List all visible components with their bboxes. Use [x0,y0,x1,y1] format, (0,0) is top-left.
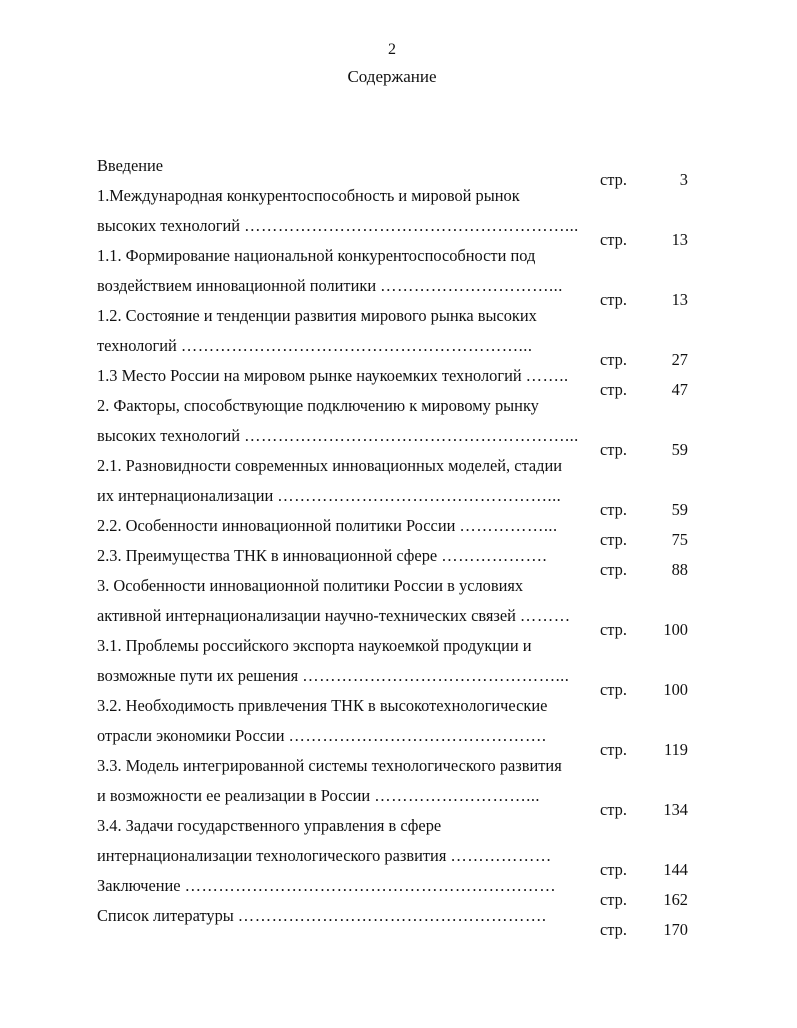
page-value: 162 [663,890,688,909]
toc-entry-conclusion [97,871,697,909]
page-value: 100 [663,620,688,639]
page-value: 59 [671,500,688,519]
toc-entry-3-3 [97,751,697,819]
page-value: 170 [663,920,688,939]
toc-entry-text: 2. Факторы, способствующие подключению к мировому рынку [97,396,539,415]
page-number: 2 [388,41,396,58]
toc-entry-3 [97,571,697,639]
toc-entry-text: 2.1. Разновидности современных инновационных моделей, стадии [97,456,563,475]
toc-entry-1-1 [97,241,697,309]
page-label: стр. [600,440,627,459]
toc-entry-2 [97,391,697,459]
toc-page-ref [600,915,688,945]
page-label: стр. [600,170,627,189]
page-label: стр. [600,740,627,759]
toc-entry-text: и возможности ее реализации в России [97,786,371,805]
page-value: 144 [663,860,688,879]
toc-entry-2-1 [97,451,697,519]
toc-entry-bibliography [97,901,697,939]
toc-entry-text: 3.2. Необходимость привлечения ТНК в высокотехнологические [97,696,548,715]
toc-entry-1 [97,181,697,249]
toc-entry-3-1 [97,631,697,699]
dot-leader: …………………………………………... [277,486,562,505]
toc-entry-2-3 [97,541,697,579]
toc-entry-text: Заключение [97,876,181,895]
dot-leader: …………………………... [380,276,563,295]
page-value: 134 [663,800,688,819]
page-label: стр. [600,860,627,879]
toc-entry-text: технологий [97,336,177,355]
toc-entry-text: высоких технологий [97,426,241,445]
page-label: стр. [600,620,627,639]
toc-entry-text: воздействием инновационной политики [97,276,377,295]
toc-entry-1-2 [97,301,697,369]
page-label: стр. [600,680,627,699]
toc-entry-text: возможные пути их решения [97,666,299,685]
page-label: стр. [600,800,627,819]
dot-leader: …………………………………………………... [244,216,579,235]
toc-entry-text: высоких технологий [97,216,241,235]
toc-entry-2-2 [97,511,697,549]
page-label: стр. [600,500,627,519]
toc-entry-text: отрасли экономики России [97,726,285,745]
page-title: Содержание [347,67,437,86]
page-value: 3 [679,170,688,189]
dot-leader: …….. [525,366,569,385]
toc-entry-text: 1.3 Место России на мировом рынке наукоемких технологий [97,366,522,385]
dot-leader: ……………… [450,846,552,865]
page-label: стр. [600,560,627,579]
dot-leader: ………………………………………... [302,666,570,685]
toc-entry-text: 3. Особенности инновационной политики России в условиях [97,576,524,595]
page-label: стр. [600,230,627,249]
page-label: стр. [600,890,627,909]
toc-entry-text: Введение [97,156,164,175]
toc-entry-text: 1.2. Состояние и тенденции развития мирового рынка высоких [97,306,537,325]
dot-leader: ………………………………………………. [237,906,547,925]
toc-entry-text: 1.Международная конкурентоспособность и мировой рынок [97,186,520,205]
page-label: стр. [600,290,627,309]
page-value: 13 [671,290,688,309]
page-value: 100 [663,680,688,699]
toc-entry-text: 3.4. Задачи государственного управления в сфере [97,816,442,835]
toc-entry-introduction [97,151,697,189]
toc-entry-text: Список литературы [97,906,234,925]
toc-entry-text: 2.3. Преимущества ТНК в инновационной сфере [97,546,438,565]
page-label: стр. [600,350,627,369]
table-of-contents [97,151,697,939]
dot-leader: ………………. [441,546,548,565]
page-value: 13 [671,230,688,249]
toc-entry-1-3 [97,361,697,399]
toc-entry-text: интернационализации технологического развития [97,846,447,865]
toc-entry-3-2 [97,691,697,759]
page-value: 88 [671,560,688,579]
toc-entry-text: 3.1. Проблемы российского экспорта наукоемкой продукции и [97,636,532,655]
page-label: стр. [600,530,627,549]
page-value: 27 [671,350,688,369]
dot-leader: ……………………………………………………... [180,336,533,355]
dot-leader: …………………………………………………... [244,426,579,445]
toc-entry-text: 3.3. Модель интегрированной системы технологического развития [97,756,562,775]
page-value: 47 [671,380,688,399]
dot-leader: ………………………………………………………… [184,876,557,895]
dot-leader: ………………………... [374,786,541,805]
toc-entry-3-4 [97,811,697,879]
page-label: стр. [600,380,627,399]
toc-entry-text: 2.2. Особенности инновационной политики России [97,516,456,535]
dot-leader: ……………... [459,516,558,535]
dot-leader: ………………………………………. [288,726,547,745]
toc-entry-text: активной интернационализации научно-технических связей [97,606,516,625]
dot-leader: ……… [519,606,571,625]
page-value: 119 [664,740,688,759]
toc-entry-text: их интернационализации [97,486,274,505]
page-value: 75 [671,530,688,549]
toc-entry-text: 1.1. Формирование национальной конкурентоспособности под [97,246,536,265]
page-label: стр. [600,920,627,939]
page-value: 59 [671,440,688,459]
